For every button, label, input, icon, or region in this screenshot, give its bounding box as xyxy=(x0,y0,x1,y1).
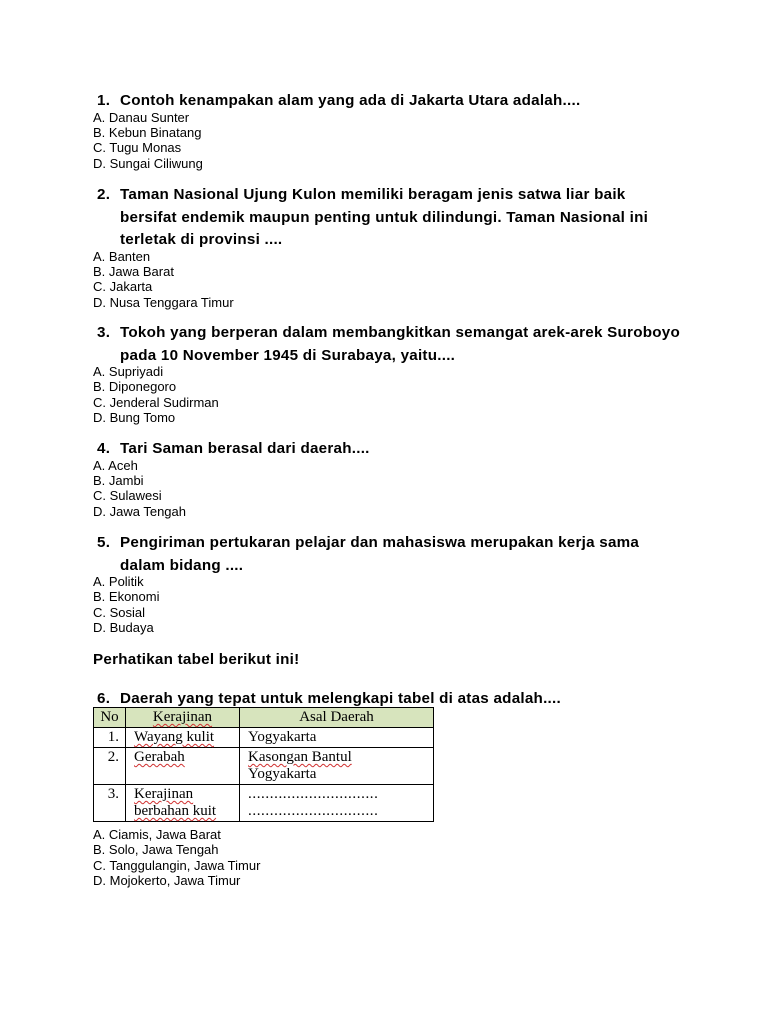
option-a: A. Banten xyxy=(93,248,151,264)
option-c: C. Sosial xyxy=(93,604,146,620)
question-number: 4. xyxy=(97,440,111,457)
option-b: B. Diponegoro xyxy=(93,379,177,395)
answer-options xyxy=(93,827,260,889)
question-4-text-block xyxy=(97,438,680,461)
option-c: C. Jenderal Sudirman xyxy=(93,394,219,410)
table-row xyxy=(94,785,434,822)
question-text: Contoh kenampakan alam yang ada di Jakarta Utara adalah.... xyxy=(120,92,581,109)
option-a: A. Ciamis, Jawa Barat xyxy=(93,827,221,842)
option-c: C. Sulawesi xyxy=(93,488,162,504)
header-no xyxy=(94,708,126,728)
option-d: D. Mojokerto, Jawa Timur xyxy=(93,873,241,889)
origin-name-line: Kasongan Bantul xyxy=(248,749,352,765)
header-label: Asal Daerah xyxy=(299,709,374,725)
table-row xyxy=(94,748,434,785)
option-c: C. Tanggulangin, Jawa Timur xyxy=(93,857,261,873)
option-a: A. Politik xyxy=(93,574,144,589)
answer-options xyxy=(93,110,768,172)
option-a: A. Danau Sunter xyxy=(93,109,190,125)
question-1-text-block xyxy=(97,90,680,113)
craft-name: Wayang kulit xyxy=(134,729,215,745)
question-text: Pengiriman pertukaran pelajar dan mahasiswa merupakan kerja sama dalam bidang .... xyxy=(120,534,640,574)
header-label: Kerajinan xyxy=(152,709,213,725)
answer-options xyxy=(93,249,768,311)
origin-cell xyxy=(240,728,434,748)
question-number: 2. xyxy=(97,186,111,203)
question-2-text-block xyxy=(97,184,680,252)
table-header-row xyxy=(94,708,434,728)
header-kerajinan xyxy=(126,708,240,728)
answer-options xyxy=(93,574,768,636)
option-d: D. Bung Tomo xyxy=(93,410,176,426)
question-3 xyxy=(0,322,768,426)
question-5 xyxy=(0,532,768,636)
question-text: Tokoh yang berperan dalam membangkitkan semangat arek-arek Suroboyo pada 10 November 1945 di Surabaya, yaitu.... xyxy=(120,324,681,364)
blank-fill-line: .............................. xyxy=(248,803,379,819)
question-number: 1. xyxy=(97,92,111,109)
option-b: B. Kebun Binatang xyxy=(93,124,202,140)
question-number: 3. xyxy=(97,324,111,341)
blank-fill-line: .............................. xyxy=(248,786,379,802)
answer-options xyxy=(93,458,768,520)
craft-name-line: berbahan kuit xyxy=(134,803,217,819)
craft-cell xyxy=(126,728,240,748)
option-b: B. Jawa Barat xyxy=(93,263,174,279)
answer-options xyxy=(93,364,768,426)
option-b: B. Jambi xyxy=(93,472,144,488)
craft-name-line: Kerajinan xyxy=(134,786,194,802)
table-instruction: Perhatikan tabel berikut ini! xyxy=(93,651,300,668)
header-asal-daerah xyxy=(240,708,434,728)
craft-name: Gerabah xyxy=(134,749,185,765)
question-2 xyxy=(0,184,768,310)
option-a: A. Aceh xyxy=(93,457,138,473)
question-1 xyxy=(0,90,768,171)
option-b: B. Ekonomi xyxy=(93,589,160,605)
question-number: 5. xyxy=(97,534,111,551)
craft-cell xyxy=(126,748,240,785)
header-label: No xyxy=(100,709,119,725)
table-row xyxy=(94,728,434,748)
row-number: 2. xyxy=(94,748,126,785)
question-3-text-block xyxy=(97,322,681,367)
row-number: 1. xyxy=(94,728,126,748)
origin-name: Yogyakarta xyxy=(248,729,317,745)
question-number: 6. xyxy=(97,690,111,707)
question-4 xyxy=(0,438,768,519)
option-d: D. Sungai Ciliwung xyxy=(93,155,203,171)
option-d: D. Nusa Tenggara Timur xyxy=(93,294,234,310)
question-text: Tari Saman berasal dari daerah.... xyxy=(120,440,370,457)
question-5-text-block xyxy=(97,532,680,577)
option-b: B. Solo, Jawa Tengah xyxy=(93,842,219,858)
craft-cell xyxy=(126,785,240,822)
question-text: Daerah yang tepat untuk melengkapi tabel di atas adalah.... xyxy=(120,690,561,707)
option-a: A. Supriyadi xyxy=(93,364,164,379)
option-d: D. Budaya xyxy=(93,620,154,636)
origin-cell xyxy=(240,748,434,785)
origin-cell xyxy=(240,785,434,822)
option-c: C. Jakarta xyxy=(93,279,153,295)
craft-origin-table xyxy=(93,707,434,822)
origin-name-line: Yogyakarta xyxy=(248,766,317,782)
option-d: D. Jawa Tengah xyxy=(93,503,186,519)
question-text: Taman Nasional Ujung Kulon memiliki beragam jenis satwa liar baik bersifat endemik maupun penting untuk dilindungi. Taman Nasional ini terletak di provinsi .... xyxy=(120,186,649,248)
option-c: C. Tugu Monas xyxy=(93,140,182,156)
row-number: 3. xyxy=(94,785,126,822)
